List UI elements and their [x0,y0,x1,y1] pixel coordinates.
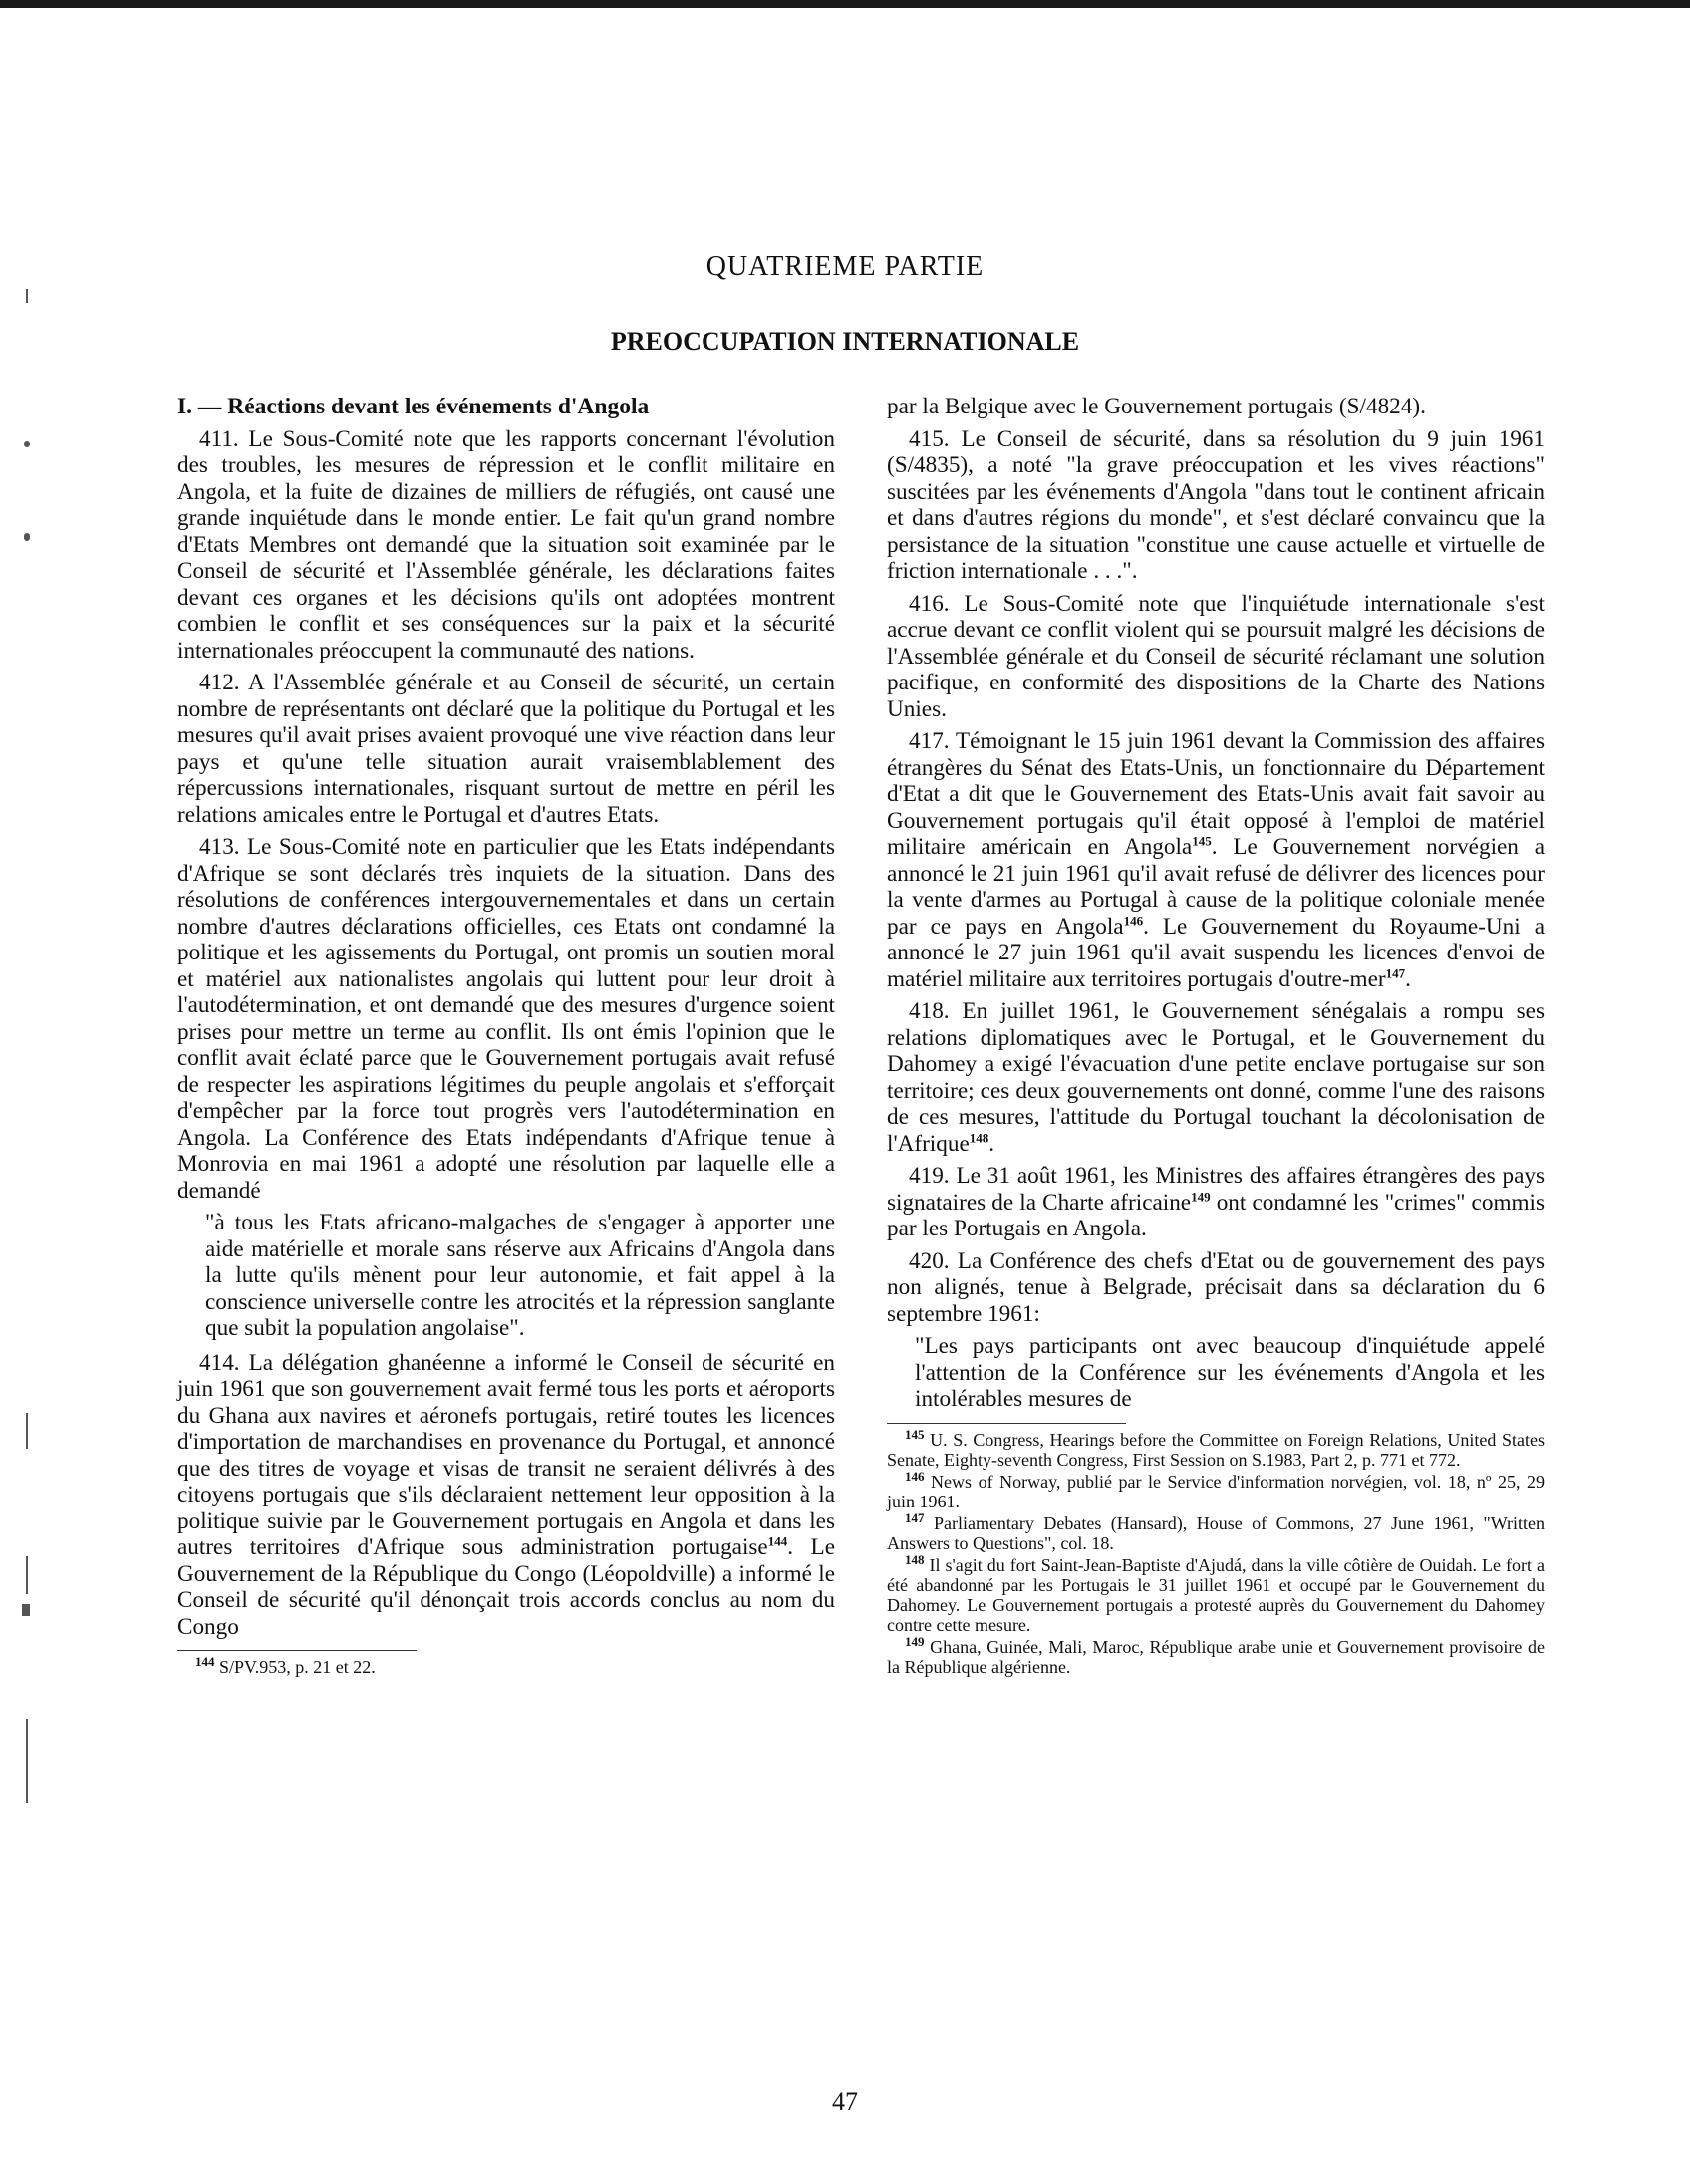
footnotes-right [887,1426,1546,1677]
footnote-text: U. S. Congress, Hearings before the Committee on Foreign Relations, United States Senate, Eighty-seventh Congress, First Session on S.1983, Part 2, p. 771 et 772. [887,1429,1546,1470]
margin-mark [26,1556,28,1594]
paragraph-417-text-c: . Le Gouvernement du Royaume-Uni a annoncé le 27 juin 1961 qu'il avait suspendu les licences d'envoi de matériel militaire aux territoires portugais d'outre-mer [887,913,1546,992]
footnote-text: Parliamentary Debates (Hansard), House of Commons, 27 June 1961, "Written Answers to Questions", col. 18. [887,1512,1545,1553]
margin-mark [24,441,30,447]
paragraph-412: 412. A l'Assemblée générale et au Conseil de sécurité, un certain nombre de représentants ont déclaré que la politique du Portugal et les mesures qu'il avait prises avaient provoqué une vive réaction dans leur pays et qu'une telle situation aurait vraisemblablement des répercussions internationales, risquant surtout de mettre en péril les relations amicales entre le Portugal et d'autres Etats. [177,670,835,828]
margin-mark [24,533,30,541]
paragraph-417-text-d: . [1405,965,1411,992]
paragraph-419-text-a: 419. Le 31 août 1961, les Ministres des affaires étrangères des pays signataires de la Charte africaine [887,1163,1545,1216]
footnote-ref-144[interactable]: 144 [767,1533,788,1549]
footnote-text: Ghana, Guinée, Mali, Maroc, République arabe unie et Gouvernement provisoire de la République algérienne. [887,1636,1545,1677]
margin-mark [26,1719,28,1803]
section-title: PREOCCUPATION INTERNATIONALE [610,327,1080,356]
footnotes-left [177,1654,835,1677]
paragraph-417 [887,728,1545,992]
paragraph-416: 416. Le Sous-Comité note que l'inquiétude internationale s'est accrue devant ce conflit violent qui se poursuit malgré les décisions de l'Assemblée générale et du Conseil de sécurité réclamant une solution pacifique, en conformité des dispositions de la Charte des Nations Unies. [887,590,1545,722]
quote-monrovia: "à tous les Etats africano-malgaches de s'engager à apporter une aide matérielle et morale sans réserve aux Africains d'Angola dans la lutte qu'ils mènent pour leur autonomie, et fait appel à la conscience universelle contre les atrocités et la répression sanglante que subit la population angolaise". [205,1210,835,1341]
paragraph-419-text-b: ont condamné les "crimes" commis par les Portugais en Angola. [887,1189,1545,1241]
paragraph-414-continued: par la Belgique avec le Gouvernement portugais (S/4824). [887,394,1426,419]
margin-mark [26,289,28,303]
paragraph-418-text-b: . [988,1130,995,1157]
paragraph-414-text-a: 414. La délégation ghanéenne a informé le Conseil de sécurité en juin 1961 que son gouvernement avait fermé tous les ports et aéroports du Ghana aux navires et aéronefs portugais, retiré toutes les licences d'importation de marchandises en provenance du Portugal, et annoncé que des titres de voyage et visas de transit ne seraient délivrés à des citoyens portugais que s'ils déclaraient nettement leur opposition à la politique suivie par le Gouvernement portugais en Angola et dans les autres territoires d'Afrique sous administration portugaise [177,1349,835,1560]
paragraph-420: 420. La Conférence des chefs d'Etat ou de gouvernement des pays non alignés, tenue à Belgrade, précisait dans sa déclaration du 6 septembre 1961: [887,1247,1545,1327]
footnote-146 [887,1468,1545,1511]
footnote-144 [177,1654,835,1677]
footnote-number: 149 [905,1633,925,1649]
paragraph-414 [177,1350,835,1641]
footnote-ref-146[interactable]: 146 [1123,912,1144,928]
footnote-number: 146 [905,1468,925,1484]
paragraph-418-text-a: 418. En juillet 1961, le Gouvernement sénégalais a rompu ses relations diplomatiques avec le Portugal, et le Gouvernement du Dahomey a exigé l'évacuation d'une petite enclave portugaise sur son territoire; ces deux gouvernements ont donné, comme l'une des raisons de ces mesures, l'attitude du Portugal touchant la décolonisation de l'Afrique [887,998,1545,1157]
paragraph-419 [887,1163,1545,1242]
margin-mark [26,1413,28,1449]
paragraph-413: 413. Le Sous-Comité note en particulier que les Etats indépendants d'Afrique se sont déclarés très inquiets de la situation. Dans des résolutions de conférences intergouvernementales et dans un certain nombre d'autres déclarations officielles, ces Etats ont condamné la politique et les agissements du Portugal, ont promis un soutien moral et matériel aux nationalistes angolais qui luttent pour leur droit à l'autodétermination, et ont demandé que des mesures d'urgence soient prises pour mettre un terme au conflit. Ils ont émis l'opinion que le conflit avait éclaté parce que le Gouvernement portugais avait refusé de respecter les aspirations légitimes du peuple angolais et s'efforçait d'empêcher par la force tout progrès vers l'autodétermination en Angola. La Conférence des Etats indépendants d'Afrique tenue à Monrovia en mai 1961 a adopté une résolution par laquelle elle a demandé [177,834,835,1204]
footnote-number: 144 [195,1654,215,1669]
footnote-ref-149[interactable]: 149 [1191,1188,1211,1204]
footnote-149 [887,1633,1545,1677]
footnote-text: News of Norway, publié par le Service d'information norvégien, vol. 18, nº 25, 29 juin 1961. [887,1471,1545,1511]
margin-mark [22,1604,30,1616]
footnote-text: S/PV.953, p. 21 et 22. [219,1657,376,1677]
footnote-number: 145 [905,1426,925,1442]
right-column [887,394,1545,1679]
footnote-ref-145[interactable]: 145 [1192,833,1212,849]
footnote-number: 147 [905,1509,925,1525]
footnote-147 [887,1509,1545,1553]
quote-belgrade: "Les pays participants ont avec beaucoup d'inquiétude appelé l'attention de la Conférence sur les événements d'Angola et les intolérables mesures de [915,1333,1545,1412]
footnote-number: 148 [905,1551,925,1567]
paragraph-418 [887,998,1545,1157]
part-title: QUATRIEME PARTIE [705,251,985,282]
paragraph-414-text-b: . Le Gouvernement de la République du Congo (Léopoldville) a informé le Conseil de sécurité qu'il dénonçait trois accords conclus au nom du Congo [177,1534,835,1640]
page-number: 47 [832,2087,858,2116]
chapter-heading: I. — Réactions devant les événements d'Angola [177,394,650,419]
top-border-rule [0,0,1690,8]
footnote-ref-147[interactable]: 147 [1385,964,1406,980]
paragraph-417-text-a: 417. Témoignant le 15 juin 1961 devant la Commission des affaires étrangères du Sénat des Etats-Unis, un fonctionnaire du Département d'Etat a dit que le Gouvernement des Etats-Unis avait fait savoir au Gouvernement portugais qu'il était opposé à l'emploi de matériel militaire américain en Angola [887,728,1545,860]
footnote-148 [887,1551,1545,1635]
paragraph-411: 411. Le Sous-Comité note que les rapports concernant l'évolution des troubles, les mesures de répression et le conflit militaire en Angola, et la fuite de dizaines de milliers de réfugiés, ont causé une grande inquiétude dans le monde entier. Le fait qu'un grand nombre d'Etats Membres ont demandé que la situation soit examinée par le Conseil de sécurité et l'Assemblée générale, les déclarations faites devant ces organes et les décisions qu'ils ont adoptées montrent combien le conflit et ses conséquences sur la paix et la sécurité internationales préoccupent la communauté des nations. [177,425,835,664]
footnote-ref-148[interactable]: 148 [969,1129,989,1145]
footnote-145 [887,1426,1546,1470]
left-column [177,394,835,1679]
paragraph-415: 415. Le Conseil de sécurité, dans sa résolution du 9 juin 1961 (S/4835), a noté "la grave préoccupation et les vives réactions" suscitées par les événements d'Angola "dans tout le continent africain et dans d'autres régions du monde", et s'est déclaré convaincu que la persistance de la situation "constitue une cause actuelle et virtuelle de friction internationale . . .". [887,425,1545,584]
footnote-text: Il s'agit du fort Saint-Jean-Baptiste d'Ajudá, dans la ville côtière de Ouidah. Le fort a été abandonné par les Portugais le 31 juillet 1961 et occupé par le Gouvernement du Dahomey. Le Gouvernement portugais a protesté auprès du Gouvernement du Dahomey contre cette mesure. [887,1554,1545,1635]
paragraph-417-text-b: . Le Gouvernement norvégien a annoncé le 21 juin 1961 qu'il avait refusé de délivrer des licences pour la vente d'armes au Portugal à cause de la politique coloniale menée par ce pays en Angola [887,834,1545,940]
